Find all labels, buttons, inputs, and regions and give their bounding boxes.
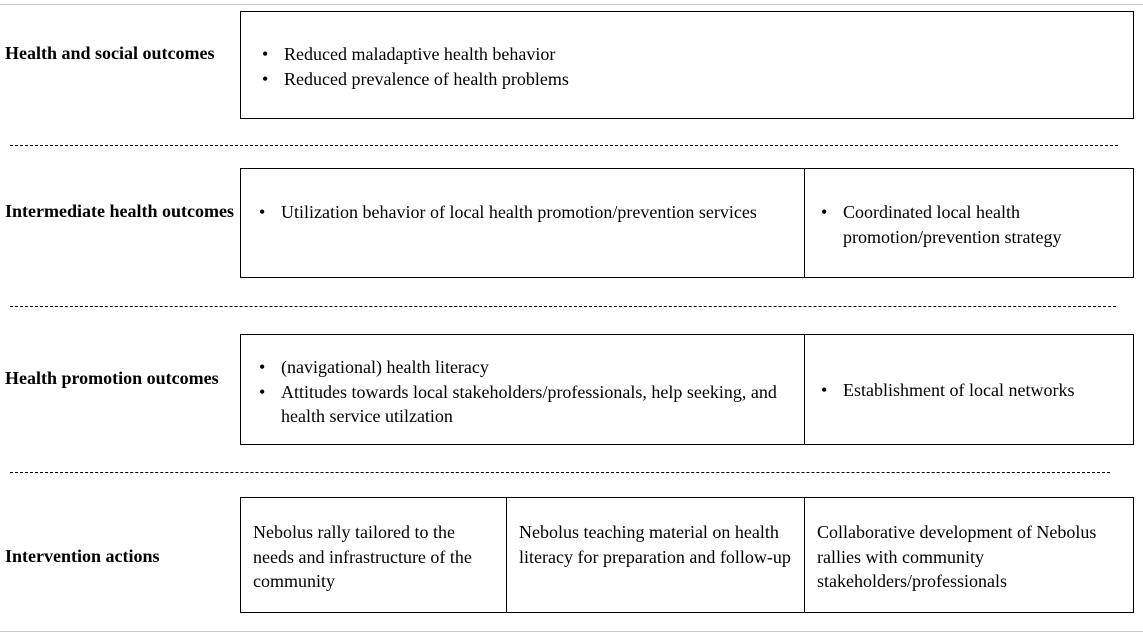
list-item: • Establishment of local networks [809, 378, 1129, 403]
health-social-outcomes-list [250, 42, 1110, 91]
cell-divider [804, 498, 805, 612]
list-item: • Utilization behavior of local health promotion/prevention services [247, 200, 787, 225]
list-item: • Attitudes towards local stakeholders/professionals, help seeking, and health service utilzation [247, 380, 787, 429]
label-health-promotion-outcomes: Health promotion outcomes [5, 368, 219, 388]
list-item: • Reduced prevalence of health problems [250, 67, 1110, 92]
intervention-cell-collaborative-development: Collaborative development of Nebolus rallies with community stakeholders/professionals [817, 522, 1097, 591]
health-promotion-outcomes-box [240, 334, 1134, 445]
top-border [0, 4, 1143, 5]
intervention-cell-rally: Nebolus rally tailored to the needs and infrastructure of the community [253, 522, 472, 591]
divider-dashed [10, 472, 1110, 473]
health-social-outcomes-box [240, 11, 1134, 119]
intermediate-left-list [247, 200, 787, 225]
divider-dashed [10, 306, 1116, 307]
list-item: • Coordinated local health promotion/prevention strategy [809, 200, 1109, 249]
intervention-actions-box [240, 497, 1134, 613]
label-intermediate-health-outcomes: Intermediate health outcomes [5, 201, 234, 221]
divider-dashed [10, 145, 1118, 146]
promotion-right-list [809, 378, 1129, 403]
cell-divider [804, 169, 805, 277]
list-item: • (navigational) health literacy [247, 355, 787, 380]
label-health-social-outcomes: Health and social outcomes [5, 43, 215, 63]
intermediate-health-outcomes-box [240, 168, 1134, 278]
bottom-border [0, 631, 1143, 632]
cell-divider [506, 498, 507, 612]
list-item: • Reduced maladaptive health behavior [250, 42, 1110, 67]
cell-divider [804, 335, 805, 444]
intervention-cell-teaching-material: Nebolus teaching material on health literacy for preparation and follow-up [519, 522, 791, 567]
promotion-left-list [247, 355, 787, 429]
label-intervention-actions: Intervention actions [5, 546, 160, 566]
intermediate-right-list [809, 200, 1109, 249]
